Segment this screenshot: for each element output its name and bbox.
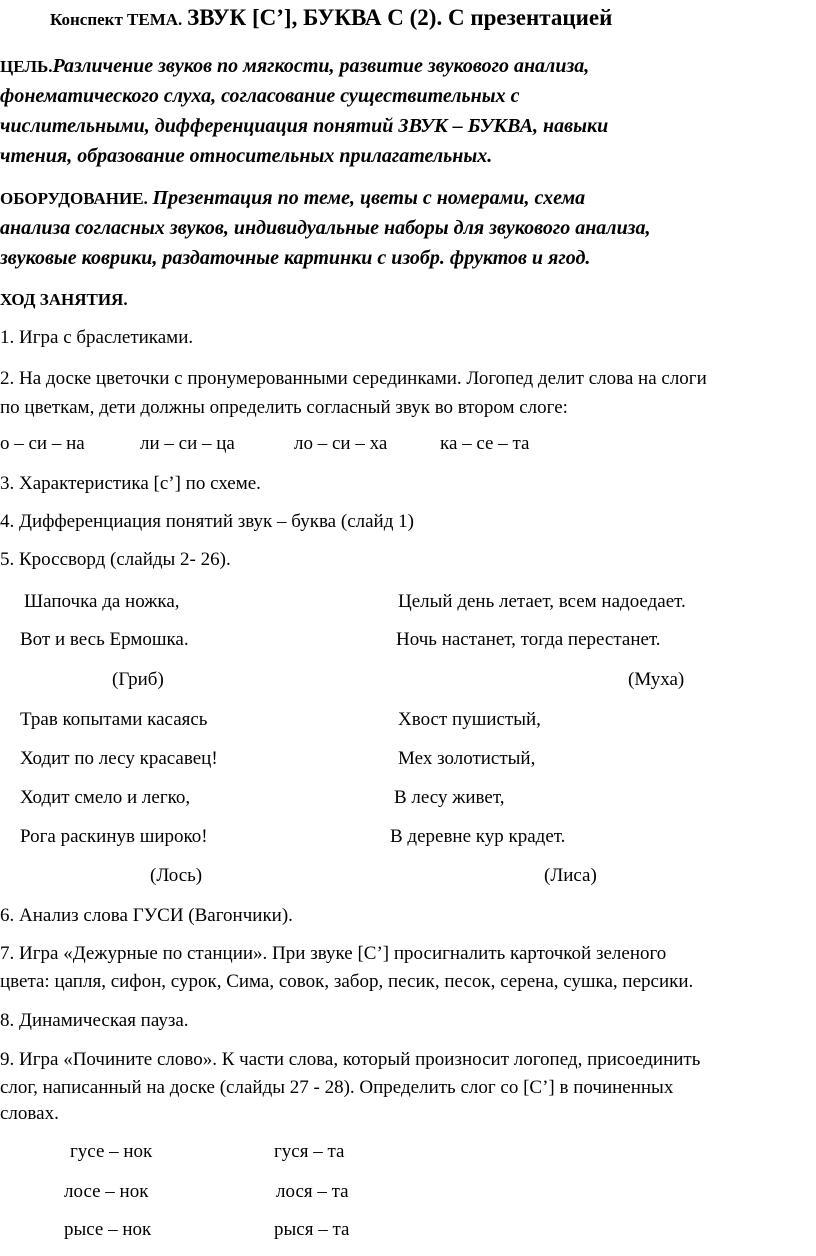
step-9-line-2: слог, написанный на доске (слайды 27 - 28). Определить слог со [С’] в починенных <box>0 1077 674 1098</box>
riddle-3-line-2: Ходит по лесу красавец! <box>20 748 218 769</box>
step-6: 6. Анализ слова ГУСИ (Вагончики). <box>0 905 293 926</box>
goal-line-3: числительными, дифференциация понятий ЗВУК – БУКВА, навыки <box>0 115 609 137</box>
step-1: 1. Игра с браслетиками. <box>0 327 194 348</box>
page-title <box>50 6 612 32</box>
step-7-line-1: 7. Игра «Дежурные по станции». При звуке [С’] просигналить карточкой зеленого <box>0 943 667 964</box>
step-3: 3. Характеристика [с’] по схеме. <box>0 473 261 494</box>
riddle-2-answer: (Муха) <box>628 669 685 690</box>
step-9-line-3: словах. <box>0 1103 59 1124</box>
goal-line-2: фонематического слуха, согласование существительных с <box>0 85 520 107</box>
word-fix-left-1: гусе – нок <box>70 1141 153 1162</box>
title-prefix: Конспект ТЕМА. <box>50 10 183 29</box>
syllable-3: ло – си – ха <box>294 433 388 454</box>
step-2-line-1: 2. На доске цветочки с пронумерованными серединками. Логопед делит слова на слоги <box>0 368 707 389</box>
word-fix-right-1: гуся – та <box>274 1141 345 1162</box>
riddle-4-line-2: Мех золотистый, <box>398 748 536 769</box>
step-2-line-2: по цветкам, дети должны определить согласный звук во втором слоге: <box>0 397 568 418</box>
riddle-1-line-1: Шапочка да ножка, <box>24 591 180 612</box>
goal-line-1: ЦЕЛЬ.Различение звуков по мягкости, развитие звукового анализа, <box>0 55 590 77</box>
riddle-1-answer: (Гриб) <box>112 669 164 690</box>
equipment-line-1: ОБОРУДОВАНИЕ. Презентация по теме, цветы с номерами, схема <box>0 187 586 209</box>
title-text: ЗВУК [С’], БУКВА С (2). С презентацией <box>187 5 613 30</box>
riddle-1-line-2: Вот и весь Ермошка. <box>20 629 189 650</box>
riddle-3-answer: (Лось) <box>150 865 203 886</box>
riddle-4-answer: (Лиса) <box>544 865 597 886</box>
step-5: 5. Кроссворд (слайды 2- 26). <box>0 549 231 570</box>
word-fix-left-3: рысе – нок <box>64 1219 152 1240</box>
riddle-2-line-1: Целый день летает, всем надоедает. <box>398 591 686 612</box>
equipment-label: ОБОРУДОВАНИЕ. <box>0 189 148 208</box>
goal-line-4: чтения, образование относительных прилагательных. <box>0 145 493 167</box>
word-fix-left-2: лосе – нок <box>64 1181 149 1202</box>
equipment-line-2: анализа согласных звуков, индивидуальные наборы для звукового анализа, <box>0 217 651 239</box>
course-heading: ХОД ЗАНЯТИЯ. <box>0 290 128 309</box>
step-8: 8. Динамическая пауза. <box>0 1010 189 1031</box>
word-fix-right-2: лося – та <box>276 1181 349 1202</box>
riddle-3-line-1: Трав копытами касаясь <box>20 709 208 730</box>
riddle-4-line-1: Хвост пушистый, <box>398 709 541 730</box>
syllable-1: о – си – на <box>0 433 85 454</box>
step-9-line-1: 9. Игра «Почините слово». К части слова, который произносит логопед, присоединить <box>0 1049 701 1070</box>
step-7-line-2: цвета: цапля, сифон, сурок, Сима, совок, забор, песик, песок, серена, сушка, персики. <box>0 971 694 992</box>
riddle-4-line-3: В лесу живет, <box>394 787 505 808</box>
word-fix-right-3: рыся – та <box>274 1219 350 1240</box>
riddle-4-line-4: В деревне кур крадет. <box>390 826 566 847</box>
step-4: 4. Дифференциация понятий звук – буква (слайд 1) <box>0 511 414 532</box>
goal-label: ЦЕЛЬ. <box>0 57 53 76</box>
syllable-4: ка – се – та <box>440 433 530 454</box>
syllable-2: ли – си – ца <box>140 433 235 454</box>
riddle-2-line-2: Ночь настанет, тогда перестанет. <box>396 629 661 650</box>
riddle-3-line-4: Рога раскинув широко! <box>20 826 208 847</box>
riddle-3-line-3: Ходит смело и легко, <box>20 787 191 808</box>
equipment-line-3: звуковые коврики, раздаточные картинки с изобр. фруктов и ягод. <box>0 247 591 269</box>
